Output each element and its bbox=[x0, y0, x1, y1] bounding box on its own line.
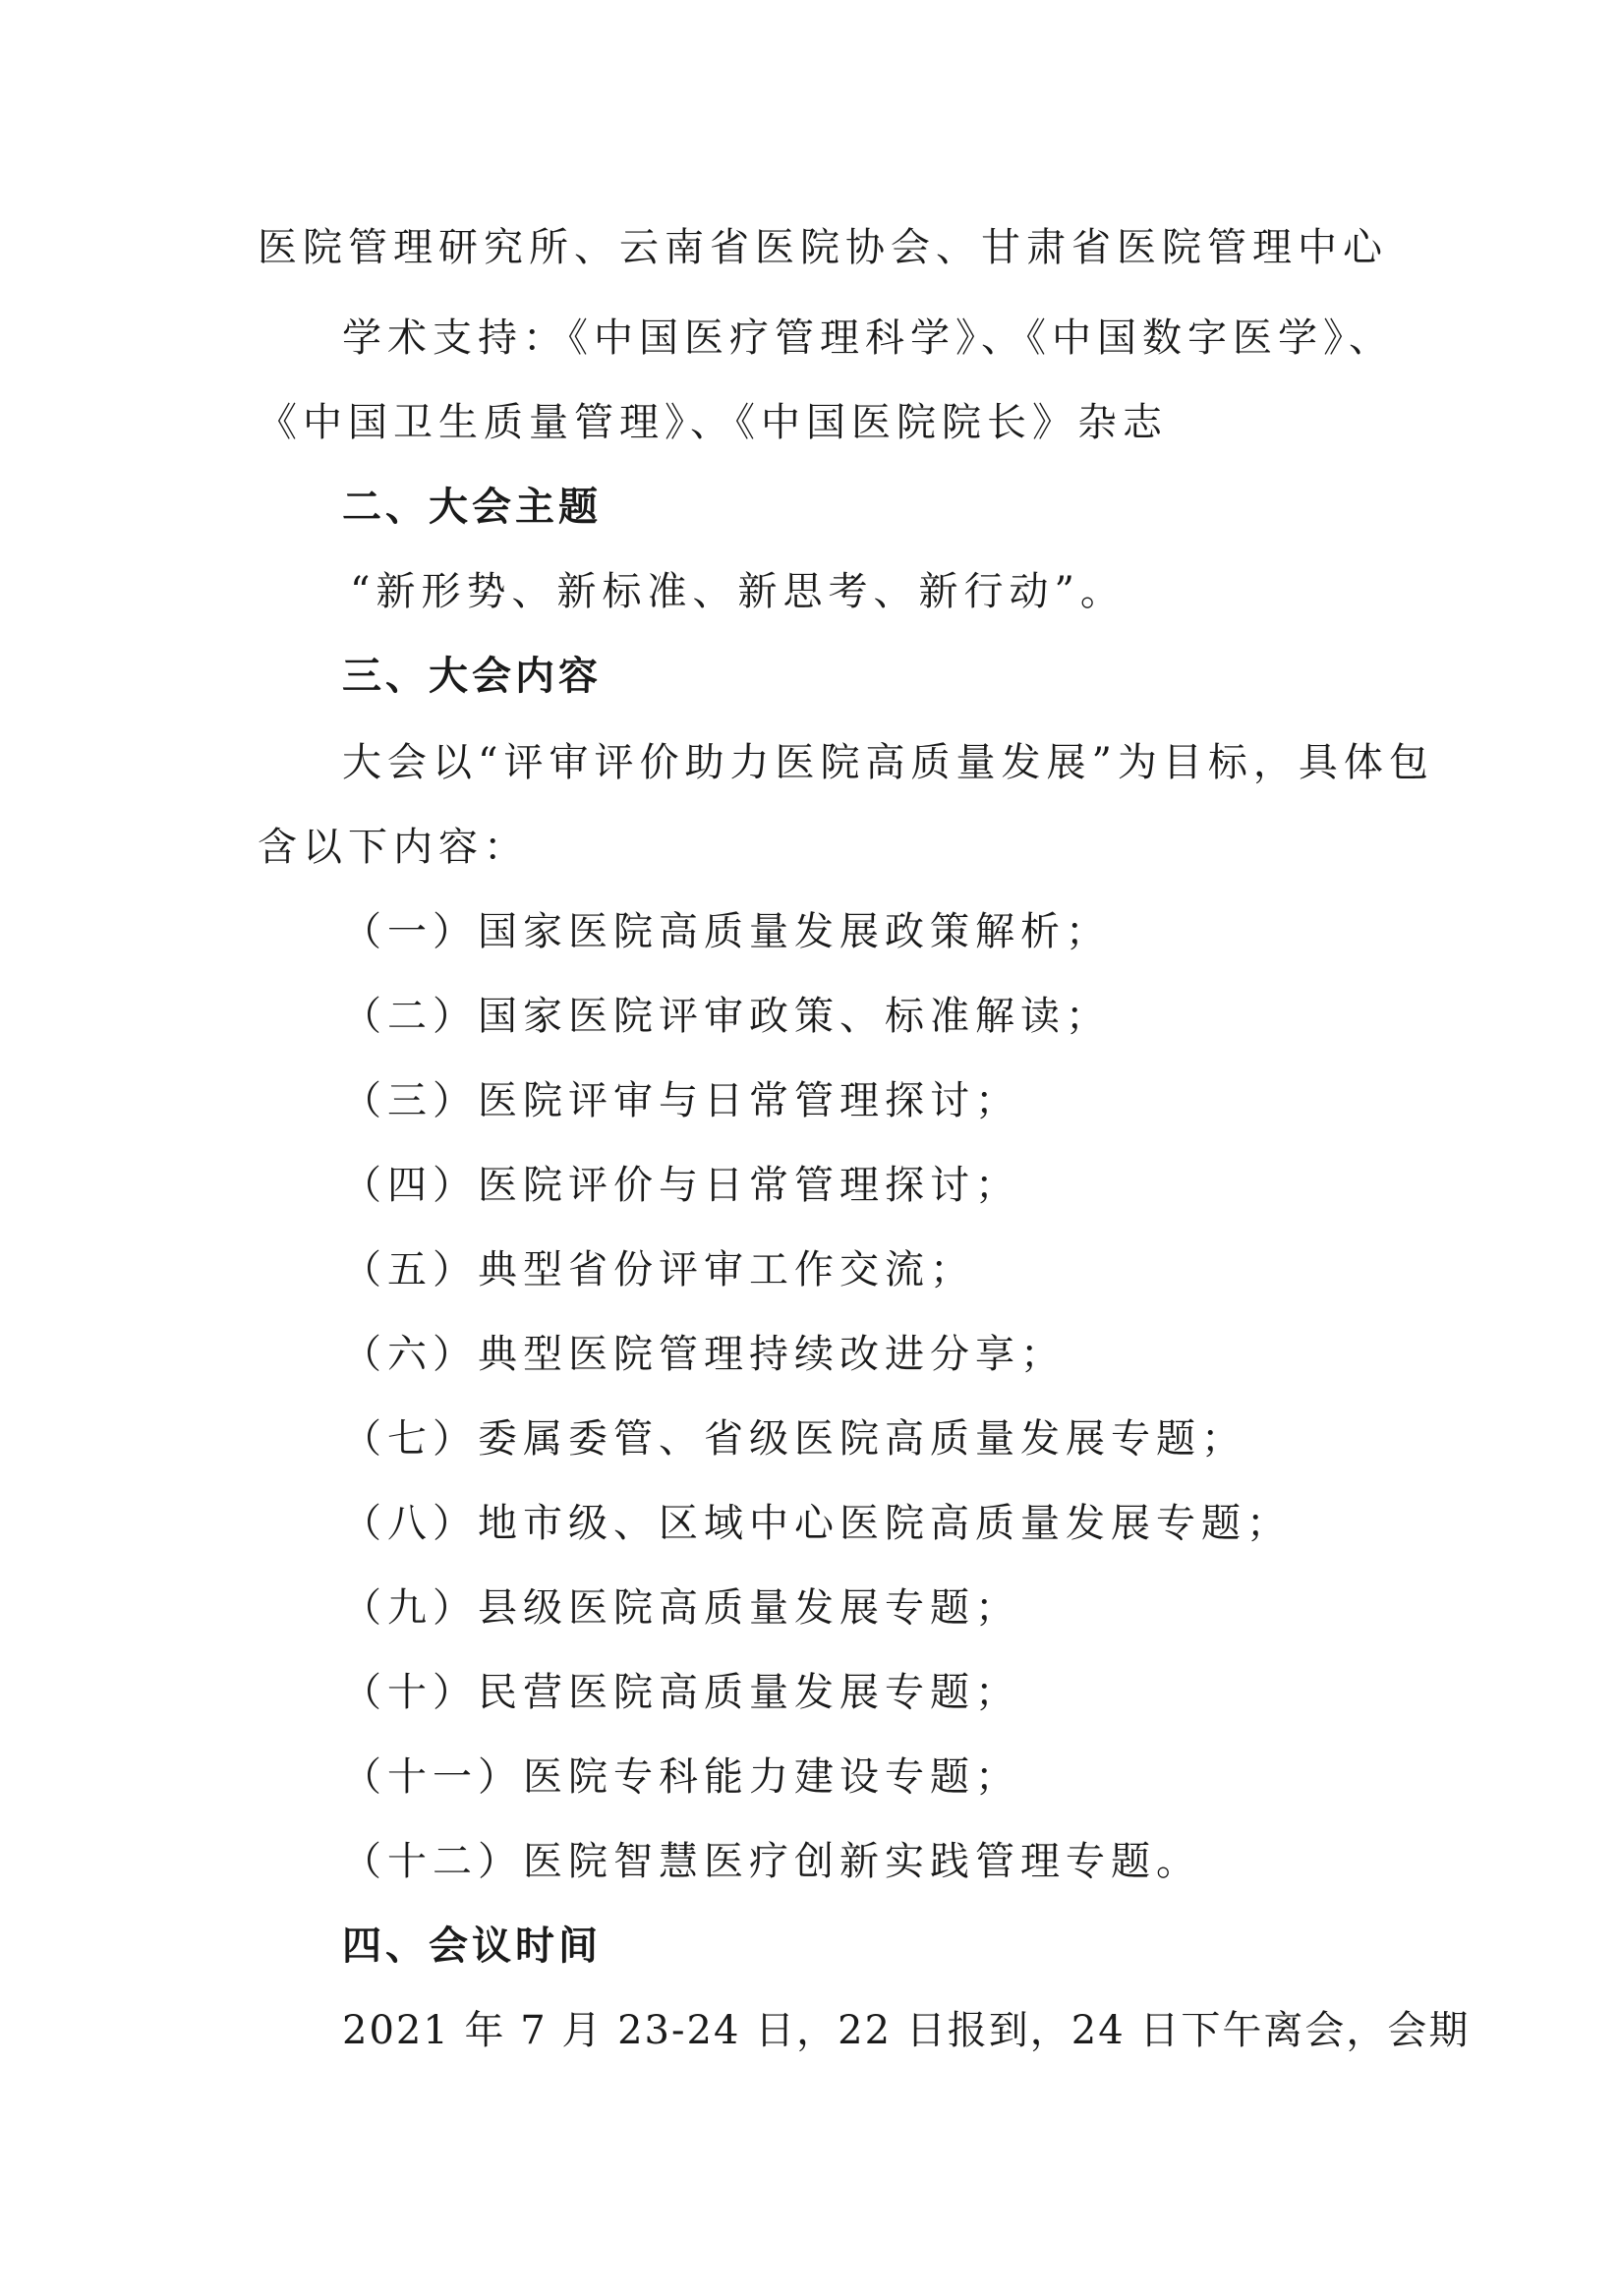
section-heading-theme: 二、大会主题 bbox=[342, 485, 602, 530]
list-item: （十一）医院专科能力建设专题； bbox=[342, 1754, 1020, 1800]
organizers-line: 医院管理研究所、云南省医院协会、甘肃省医院管理中心 bbox=[258, 225, 1388, 270]
list-item: （六）典型医院管理持续改进分享； bbox=[342, 1332, 1066, 1377]
section-heading-content: 三、大会内容 bbox=[342, 654, 602, 699]
time-line: 2021 年 7 月 23-24 日，22 日报到，24 日下午离会，会期 bbox=[342, 2008, 1471, 2053]
list-item: （四）医院评价与日常管理探讨； bbox=[342, 1163, 1020, 1208]
list-item: （九）县级医院高质量发展专题； bbox=[342, 1585, 1020, 1631]
list-item: （七）委属委管、省级医院高质量发展专题； bbox=[342, 1416, 1246, 1462]
list-item: （二）国家医院评审政策、标准解读； bbox=[342, 994, 1111, 1039]
section-heading-time: 四、会议时间 bbox=[342, 1923, 602, 1969]
content-intro-line-1: 大会以“评审评价助力医院高质量发展”为目标，具体包 bbox=[342, 740, 1434, 785]
list-item: （一）国家医院高质量发展政策解析； bbox=[342, 909, 1111, 954]
list-item: （十）民营医院高质量发展专题； bbox=[342, 1670, 1020, 1715]
content-intro-line-2: 含以下内容： bbox=[258, 825, 529, 870]
academic-support-line-2: 《中国卫生质量管理》、《中国医院院长》杂志 bbox=[258, 400, 1168, 445]
list-item: （五）典型省份评审工作交流； bbox=[342, 1247, 975, 1292]
list-item: （三）医院评审与日常管理探讨； bbox=[342, 1078, 1020, 1123]
list-item: （八）地市级、区域中心医院高质量发展专题； bbox=[342, 1501, 1292, 1546]
theme-text: “新形势、新标准、新思考、新行动”。 bbox=[350, 569, 1126, 614]
academic-support-line-1: 学术支持：《中国医疗管理科学》、《中国数字医学》、 bbox=[342, 316, 1394, 361]
list-item: （十二）医院智慧医疗创新实践管理专题。 bbox=[342, 1839, 1201, 1884]
